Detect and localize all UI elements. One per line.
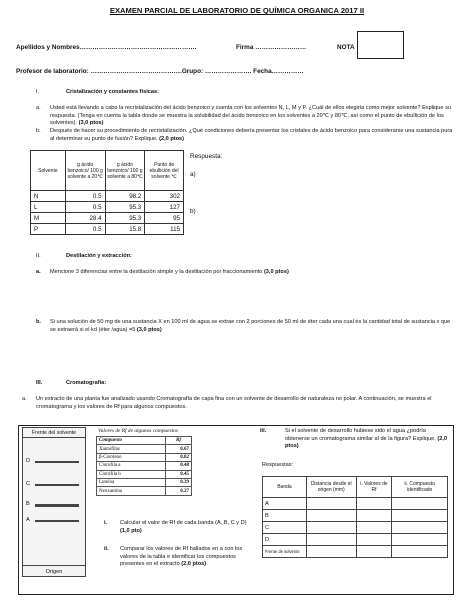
q2b-body: Si una solución de 50 mg de una sustancia X en 100 ml de agua se extrae con 2 porciones de 50 ml de éter cada una cual es la cantidad total de sustancia x que se extraerá si el kd (éter /agua) =5 [50,319,451,333]
table-cell: 0.39 [166,478,192,486]
table-row [31,202,184,213]
bands-table [262,476,448,558]
table-cell: Frente de solvente [263,546,307,558]
table-cell: 0.82 [166,453,192,461]
table-row [97,470,192,478]
table-row [31,224,184,235]
q1b-body: Después de hacer su procedimiento de recristalización. ¿Qué condiciones debería presentar los cristales de ácido benzoico para considerarse una sustancia pura al determinar su punto de fusión? Explique. [50,128,453,142]
table-cell: L [31,202,66,213]
table-cell: 95 [145,213,184,224]
table-header-row [31,151,184,191]
section-2-heading: Destilación y extracción: [66,253,132,259]
section-2-numeral: II. [36,253,41,259]
table-row [263,546,448,558]
q3a-letter: a. [22,396,27,402]
table-cell: 115 [145,224,184,235]
answer-cell[interactable] [392,522,448,534]
answer-cell[interactable] [306,534,356,546]
q2b-points: (3,0 ptos) [136,326,162,333]
table-row [263,534,448,546]
tlc-plate [22,427,86,577]
answer-cell[interactable] [392,534,448,546]
q1a-body: Usted está llevando a cabo la recristalización del ácido benzoico y cuenta con los solventes N, L, M y P. ¿Cuál de ellos elegiría como mejor solvente? Explique su respuesta. (Tenga en cuenta la tabla donde se muestra la solubilidad del ácido benzoico en los solventes a 20℃ y 80℃, así como el punto de ebullición de los solventes). [50,105,451,127]
answer-a-label: a) [190,171,196,178]
answer-cell[interactable] [392,498,448,510]
table-cell: 0.27 [166,487,192,495]
table-header-cell: g ácido benzoico/ 100 g solvente a 20℃ [65,151,105,191]
table-cell: 0.45 [166,470,192,478]
qi-number: i. [104,520,108,526]
table-cell: Luteína [97,478,166,486]
section-3-numeral: III. [36,380,43,386]
rf-table-caption: Valores de Rf de algunos compuestos [98,428,178,434]
table-header-cell: i. Valores de Rf [356,477,392,498]
table-row [97,462,192,470]
table-row [97,478,192,486]
table-cell: 95.3 [105,202,145,213]
table-header-row [263,477,448,498]
table-cell: 0.67 [166,445,192,453]
spot-a [35,520,79,522]
names-label: Apellidos y Nombres………………………………………………. [16,44,197,51]
nota-label: NOTA [337,44,355,51]
table-header-cell: Solvente [31,151,66,191]
respuestas-label: Respuestas: [262,462,294,468]
answer-cell[interactable] [306,546,356,558]
table-cell: C [263,522,307,534]
answer-cell[interactable] [356,510,392,522]
qii-points: (2,0 ptos) [181,561,207,568]
qiii-text [285,428,450,451]
table-header-cell: ii. Compuesto identificado [392,477,448,498]
answer-cell[interactable] [356,522,392,534]
table-cell: Xantofilas [97,445,166,453]
table-cell: 15.8 [105,224,145,235]
qii-body: Comparar los valores de Rf hallados en a con los valores de la tabla e identificar los compuestos presentes en el extracto [120,546,243,568]
table-cell: A [263,498,307,510]
table-header-cell: Punto de ebullición del solvente ℃ [145,151,184,191]
spot-label-b: B [26,501,30,507]
q1b-letter: b. [36,128,41,134]
table-header-cell: g ácido benzoico/ 100 g solvente a 80℃ [105,151,145,191]
solubility-table [30,150,184,235]
spot-d [35,461,79,463]
table-row [97,445,192,453]
answer-cell[interactable] [356,546,392,558]
table-cell: 0.5 [65,202,105,213]
qiii-points: (2,0 ptos) [285,435,448,450]
table-cell: D [263,534,307,546]
respuesta-label: Respuesta: [190,153,223,160]
rf-table [96,436,192,496]
exam-title: EXAMEN PARCIAL DE LABORATORIO DE QUÍMICA ORGANICA 2017 II [109,6,365,15]
answer-cell[interactable] [356,534,392,546]
q1a-points: (3,0 ptos) [78,120,104,127]
spot-c [35,484,79,486]
answer-cell[interactable] [392,510,448,522]
table-row [31,191,184,202]
table-cell: 127 [145,202,184,213]
table-row [263,510,448,522]
table-row [31,213,184,224]
answer-b-label: b) [190,208,196,215]
table-header-row [97,437,192,445]
spot-label-d: D [26,458,31,464]
table-cell: N [31,191,66,202]
professor-line: Profesor de laboratorio: …………………………………….Grupo: …………………. Fecha…………… [16,68,304,75]
answer-cell[interactable] [306,510,356,522]
table-header-cell: Rf [166,437,192,445]
qi-body: Calcular el valor de Rf de cada banda (A, B, C y D) [120,520,247,526]
section-1-numeral: I. [36,89,40,95]
solvent-front-label: Frente del solvente [23,428,85,438]
section-3-heading: Cromatografía: [66,380,107,386]
q1a-letter: a. [36,105,41,111]
table-cell: β-Caroteno [97,453,166,461]
table-cell: 28.4 [65,213,105,224]
table-cell: Neoxantina [97,487,166,495]
table-cell: 0.48 [166,462,192,470]
q1b-points: (2,0 ptos) [159,135,185,142]
spot-label-a: A [26,517,30,523]
nota-box[interactable] [357,31,404,59]
table-cell: 0.5 [65,224,105,235]
answer-cell[interactable] [306,498,356,510]
student-name-line [16,44,355,51]
q1a-text [50,105,458,128]
table-row [263,498,448,510]
q1b-text [50,128,458,143]
table-row [97,487,192,495]
q2a-text [50,269,458,277]
spot-label-c: C [26,481,31,487]
answer-cell[interactable] [306,522,356,534]
q2a-letter: a. [36,269,41,275]
table-cell: M [31,213,66,224]
qiii-body: Si el solvente de desarrollo hubiese sido el agua ¿podría obtenerse un cromatograma similar al de la figura? Explique. [285,428,436,442]
qi-text [120,520,254,535]
table-cell: Clorofila a [97,462,166,470]
table-row [97,453,192,461]
table-cell: 98.2 [105,191,145,202]
origin-label: Origen [23,565,85,578]
qii-text [120,546,254,569]
q2b-letter: b. [36,319,41,325]
answer-cell[interactable] [392,546,448,558]
table-cell: Clorofila b [97,470,166,478]
table-cell: 0.5 [65,191,105,202]
q2a-points: (3,0 ptos) [263,269,289,275]
table-cell: P [31,224,66,235]
answer-cell[interactable] [356,498,392,510]
firma-label: Firma …………………… [236,44,307,51]
table-cell: B [263,510,307,522]
table-header-cell: Banda [263,477,307,498]
spot-b [35,504,79,507]
table-header-cell: Compuesto [97,437,166,445]
q2b-text [50,319,454,334]
qiii-number: iii. [260,428,267,434]
table-cell: 95.3 [105,213,145,224]
table-cell: 302 [145,191,184,202]
table-row [263,522,448,534]
q2a-body: Mencione 3 diferencias entre la destilación simple y la destilación por fraccionamiento [50,269,263,275]
q3a-text: Un extracto de una planta fue analizado usando Cromatografía de capa fina con un solvente de desarrollo de naturaleza no polar. A continuación, se muestra el cromatograma y los valores de Rf para algunos compuestos. [36,396,432,410]
table-header-cell: Distancia desde el origen (mm) [306,477,356,498]
qi-points: (1,0 pto) [120,527,142,534]
qii-number: ii. [104,546,109,552]
section-1-heading: Cristalización y constantes físicas: [66,89,159,95]
